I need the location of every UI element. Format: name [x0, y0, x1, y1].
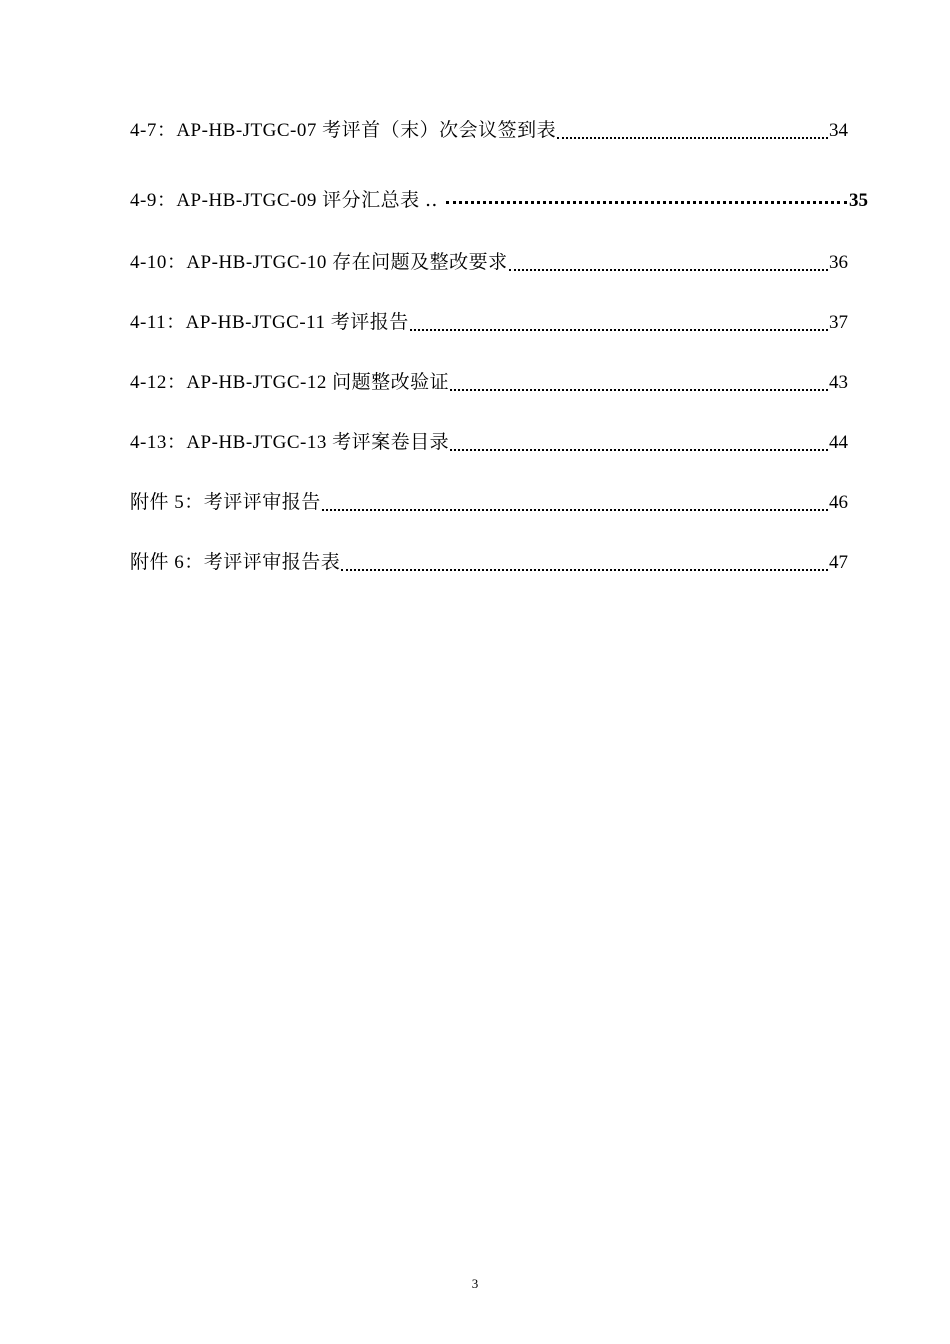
toc-entry-title: 附件 5：考评评审报告 [130, 492, 321, 513]
dot-leader [410, 329, 828, 331]
dot-leader [509, 269, 828, 271]
toc-entry-4-11[interactable] [130, 308, 848, 338]
toc-entry-title: 4-7：AP-HB-JTGC-07 考评首（末）次会议签到表 [130, 120, 557, 141]
toc-entry-4-7[interactable] [130, 116, 848, 146]
toc-entry-title: 附件 6：考评评审报告表 [130, 552, 341, 573]
toc-entry-page: 46 [829, 492, 848, 513]
dot-leader [322, 509, 828, 511]
dot-leader [446, 201, 847, 204]
toc-entry-4-13[interactable] [130, 428, 848, 458]
toc-entry-title: 4-12：AP-HB-JTGC-12 问题整改验证 [130, 372, 450, 393]
toc-entry-title: 4-10：AP-HB-JTGC-10 存在问题及整改要求 [130, 252, 508, 273]
toc-entry-page: 44 [829, 432, 848, 453]
toc-entry-page: 37 [829, 312, 848, 333]
toc-entry-title: 4-13：AP-HB-JTGC-13 考评案卷目录 [130, 432, 450, 453]
toc-entry-4-12[interactable] [130, 368, 848, 398]
dot-leader [341, 569, 828, 571]
dot-leader [450, 389, 828, 391]
toc-entry-4-9[interactable] [130, 186, 868, 216]
toc-entry-page: 47 [829, 552, 848, 573]
toc-entry-title: 4-11：AP-HB-JTGC-11 考评报告 [130, 312, 409, 333]
toc-entry-appendix-6[interactable] [130, 548, 848, 578]
toc-entry-page: 34 [829, 120, 848, 141]
page-number: 3 [471, 1276, 479, 1291]
dot-leader [450, 449, 828, 451]
toc-entry-page: 43 [829, 372, 848, 393]
toc-entry-appendix-5[interactable] [130, 488, 848, 518]
toc-entry-page: 35 [849, 190, 868, 211]
dot-leader [557, 137, 828, 139]
toc-entry-4-10[interactable] [130, 248, 848, 278]
toc-entry-page: 36 [829, 252, 848, 273]
toc-entry-title: 4-9：AP-HB-JTGC-09 评分汇总表 ‥ [130, 190, 439, 211]
